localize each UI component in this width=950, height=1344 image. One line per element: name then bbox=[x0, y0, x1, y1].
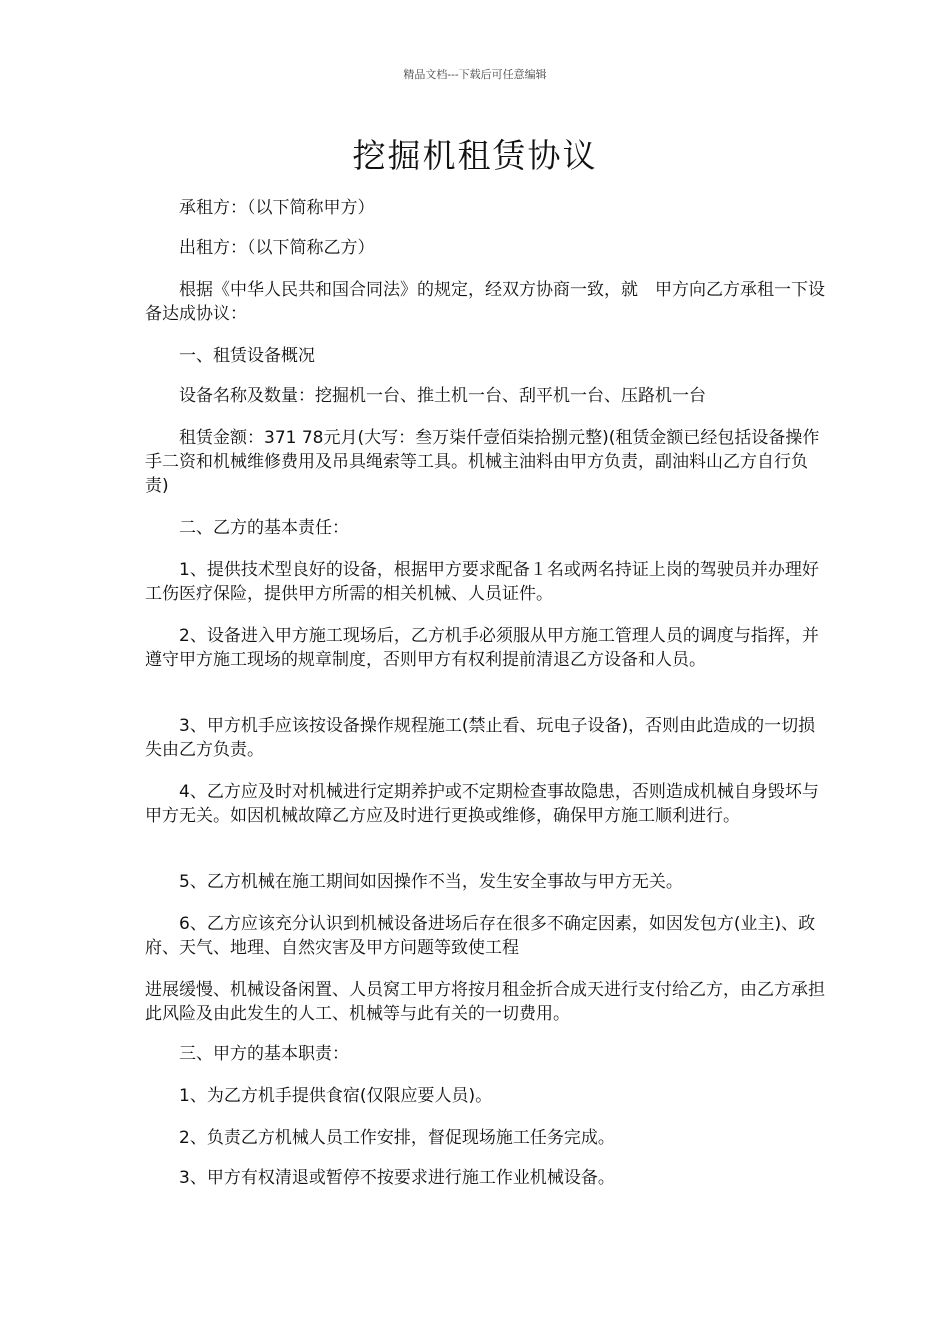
section2-item: 6、乙方应该充分认识到机械设备进场后存在很多不确定因素，如因发包方(业主)、政府、天气、地理、自然灾害及甲方问题等致使工程 bbox=[145, 914, 816, 958]
intro-paragraph: 根据《中华人民共和国合同法》的规定，经双方协商一致，就 甲方向乙方承租一下设备达成协议： bbox=[145, 280, 825, 324]
section2-item: 5、乙方机械在施工期间如因操作不当，发生安全事故与甲方无关。 bbox=[179, 872, 683, 892]
section2-item: 2、设备进入甲方施工现场后，乙方机手必须服从甲方施工管理人员的调度与指挥，并遵守甲方施工现场的规章制度，否则甲方有权利提前清退乙方设备和人员。 bbox=[145, 626, 819, 670]
section1-heading: 一、租赁设备概况 bbox=[179, 346, 315, 366]
lessee-line: 承租方：（以下简称甲方） bbox=[179, 198, 375, 218]
section2-continuation: 进展缓慢、机械设备闲置、人员窝工甲方将按月租金折合成天进行支付给乙方，由乙方承担此风险及由此发生的人工、机械等与此有关的一切费用。 bbox=[145, 980, 825, 1024]
rent-paragraph: 租赁金额：371 78元月(大写：叁万柒仟壹佰柒拾捌元整)(租赁金额已经包括设备操作手二资和机械维修费用及吊具绳索等工具。机械主油料由甲方负责，副油料山乙方自行负责) bbox=[145, 428, 820, 496]
lessor-line: 出租方：（以下简称乙方） bbox=[179, 238, 375, 258]
page-header: 精品文档---下载后可任意编辑 bbox=[403, 68, 547, 81]
section2-item: 1、提供技术型良好的设备，根据甲方要求配备１名或两名持证上岗的驾驶员并办理好工伤医疗保险，提供甲方所需的相关机械、人员证件。 bbox=[145, 560, 819, 604]
section3-item: 1、为乙方机手提供食宿(仅限应要人员)。 bbox=[179, 1086, 493, 1106]
section2-item: 4、乙方应及时对机械进行定期养护或不定期检查事故隐患，否则造成机械自身毁坏与甲方无关。如因机械故障乙方应及时进行更换或维修，确保甲方施工顺利进行。 bbox=[145, 782, 819, 826]
equipment-line: 设备名称及数量：挖掘机一台、推土机一台、刮平机一台、压路机一台 bbox=[179, 386, 706, 406]
document-title: 挖掘机租赁协议 bbox=[352, 136, 598, 175]
section3-item: 3、甲方有权清退或暂停不按要求进行施工作业机械设备。 bbox=[179, 1168, 615, 1188]
section3-item: 2、负责乙方机械人员工作安排，督促现场施工任务完成。 bbox=[179, 1128, 615, 1148]
section3-heading: 三、甲方的基本职责： bbox=[179, 1044, 349, 1064]
section2-item: 3、甲方机手应该按设备操作规程施工(禁止看、玩电子设备)，否则由此造成的一切损失由乙方负责。 bbox=[145, 716, 816, 760]
section2-heading: 二、乙方的基本责任： bbox=[179, 518, 349, 538]
